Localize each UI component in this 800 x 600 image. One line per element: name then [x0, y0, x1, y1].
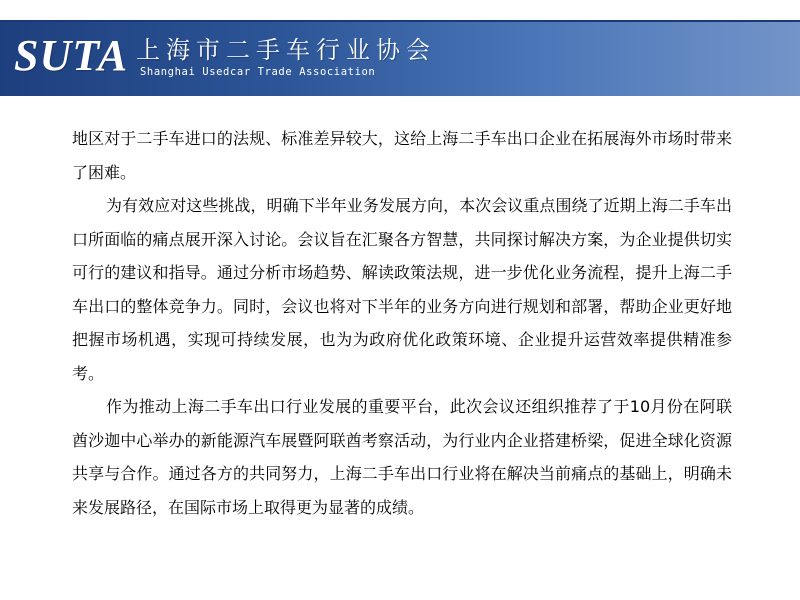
paragraph-meeting-focus: 为有效应对这些挑战，明确下半年业务发展方向，本次会议重点围绕了近期上海二手车出口所面临的痛点展开深入讨论。会议旨在汇聚各方智慧，共同探讨解决方案，为企业提供切实可行的建议和指导。通过分析市场趋势、解读政策法规，进一步优化业务流程，提升上海二手车出口的整体竞争力。同时，会议也将对下半年的业务方向进行规划和部署，帮助企业更好地把握市场机遇，实现可持续发展，也为为政府优化政策环境、企业提升运营效率提供精准参考。 — [72, 196, 732, 383]
paragraph-platform: 作为推动上海二手车出口行业发展的重要平台，此次会议还组织推荐了于10月份在阿联酋沙迦中心举办的新能源汽车展暨阿联酋考察活动，为行业内企业搭建桥梁，促进全球化资源共享与合作。通过各方的共同努力，上海二手车出口行业将在解决当前痛点的基础上，明确未来发展路径，在国际市场上取得更为显著的成绩。 — [72, 397, 732, 517]
suta-logo: SUTA — [14, 31, 129, 80]
org-name-english: Shanghai Usedcar Trade Association — [140, 66, 376, 78]
org-name-chinese: 上海市二手车行业协会 — [136, 36, 436, 64]
article-body — [72, 122, 732, 524]
paragraph-continued: 地区对于二手车进口的法规、标准差异较大，这给上海二手车出口企业在拓展海外市场时带来了困难。 — [72, 129, 732, 182]
